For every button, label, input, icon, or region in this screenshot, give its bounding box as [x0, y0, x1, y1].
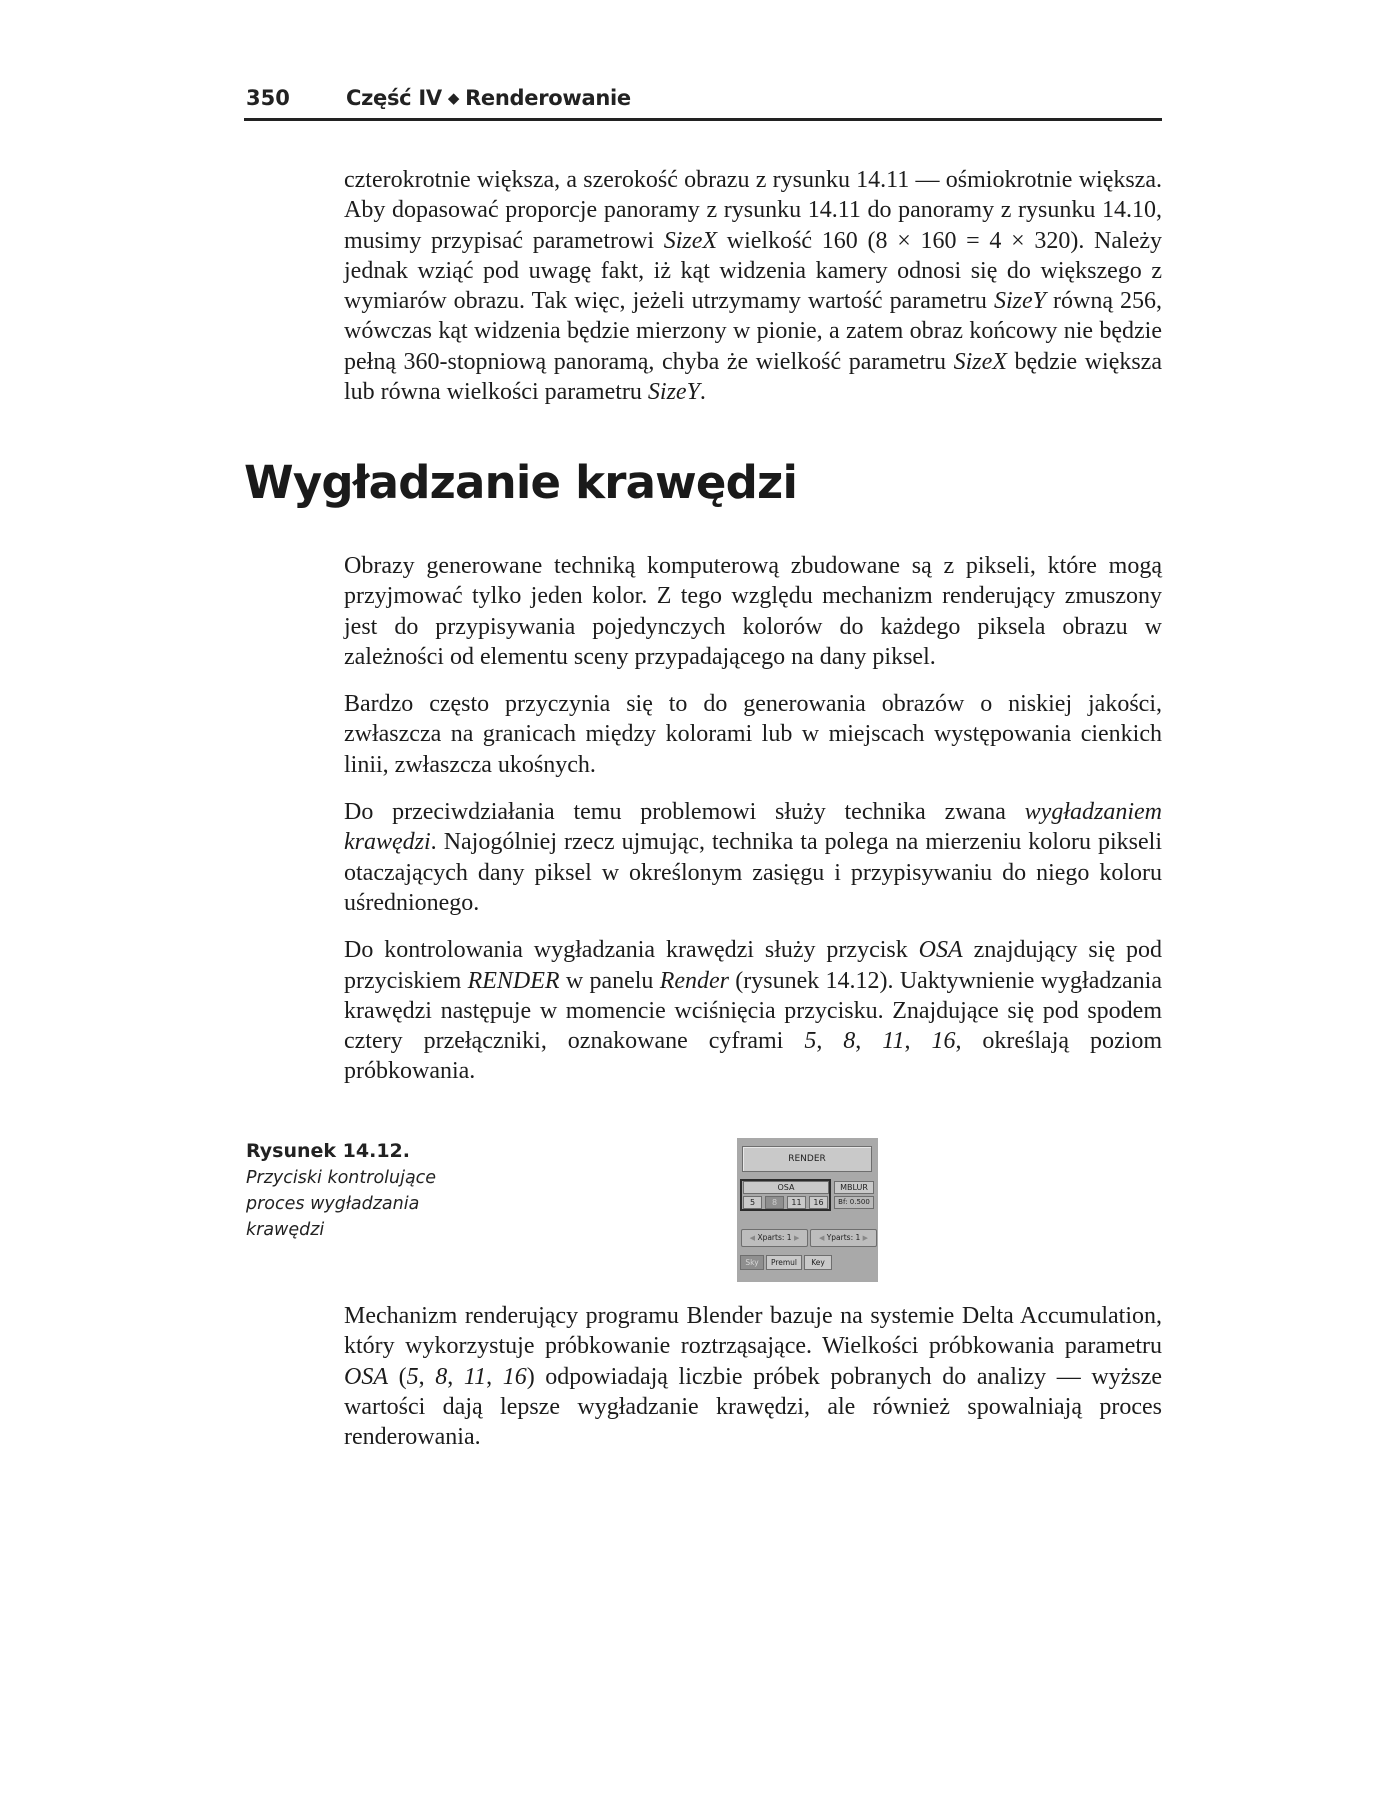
- bf-slider[interactable]: Bf: 0.500: [834, 1196, 874, 1209]
- section-paragraph-2: Bardzo często przyczynia się to do generowania obrazów o niskiej jakości, zwłaszcza na granicach między kolorami lub w miejscach występowania cienkich linii, zwłaszcza ukośnych.: [344, 691, 1162, 778]
- premul-toggle[interactable]: Premul: [766, 1255, 802, 1270]
- term-sizey: SizeY: [647, 379, 700, 406]
- term-sizey: SizeY: [993, 288, 1046, 315]
- closing-paragraph: Mechanizm renderujący programu Blender bazuje na systemie Delta Accumulation, który wykorzystuje próbkowanie roztrząsające. Wielkości próbkowania parametru OSA (5, 8, 11, 16) odpowiadają liczbie próbek pobranych do analizy — wyższe wartości dają lepsze wygładzanie krawędzi, ale również spowalniają proces renderowania.: [344, 1303, 1163, 1451]
- section-paragraph-4: Do kontrolowania wygładzania krawędzi służy przycisk OSA znajdujący się pod przyciskiem RENDER w panelu Render (rysunek 14.12). Uaktywnienie wygładzania krawędzi następuje w momencie wciśnięcia przycisku. Znajdujące się pod spodem cztery przełączniki, oznakowane cyframi 5, 8, 11, 16, określają poziom próbkowania.: [344, 937, 1163, 1085]
- intro-paragraph: czterokrotnie większa, a szerokość obrazu z rysunku 14.11 — ośmiokrotnie większa. Aby dopasować proporcje panoramy z rysunku 14.11 do panoramy z rysunku 14.10, musimy przypisać parametrowi SizeX wielkość 160 (8 × 160 = 4 × 320). Należy jednak wziąć pod uwagę fakt, iż kąt widzenia kamery odnosi się do większego z wymiarów obrazu. Tak więc, jeżeli utrzymamy wartość parametru SizeY równą 256, wówczas kąt widzenia będzie mierzony w pionie, a zatem obraz końcowy nie będzie pełną 360-stopniową panoramą, chyba że wielkość parametru SizeX będzie większa lub równa wielkości parametru SizeY.: [344, 167, 1163, 406]
- render-button[interactable]: RENDER: [742, 1146, 872, 1172]
- figure-render-panel: [737, 1138, 878, 1282]
- mblur-button[interactable]: MBLUR: [834, 1181, 874, 1194]
- term-sizex: SizeX: [953, 348, 1007, 375]
- chapter-label: Renderowanie: [465, 86, 631, 110]
- term-sizex: SizeX: [663, 227, 718, 254]
- section-heading: Wygładzanie krawędzi: [244, 456, 798, 509]
- yparts-field[interactable]: ◀ Yparts: 1 ▶: [810, 1229, 877, 1247]
- arrow-left-icon[interactable]: ◀: [818, 1234, 825, 1242]
- diamond-separator-icon: ◆: [447, 89, 460, 107]
- figure-label: Rysunek 14.12.: [246, 1140, 410, 1162]
- term-osa: OSA: [344, 1363, 388, 1390]
- term-render-button: RENDER: [467, 967, 560, 994]
- arrow-right-icon[interactable]: ▶: [862, 1234, 869, 1242]
- section-paragraph-3: Do przeciwdziałania temu problemowi służy technika zwana wygładzaniem krawędzi. Najogólniej rzecz ujmując, technika ta polega na mierzeniu koloru pikseli otaczających dany piksel w określonym zasięgu i przypisywaniu do niego koloru uśrednionego.: [344, 799, 1162, 916]
- key-toggle[interactable]: Key: [804, 1255, 832, 1270]
- intro-block: [344, 165, 1162, 407]
- sky-toggle[interactable]: Sky: [740, 1255, 764, 1270]
- section-body: [344, 551, 1162, 1087]
- running-title: [346, 86, 631, 110]
- osa-level-16[interactable]: 16: [809, 1196, 828, 1209]
- figure-caption: [246, 1140, 486, 1243]
- osa-button[interactable]: OSA: [743, 1181, 829, 1194]
- osa-level-5[interactable]: 5: [743, 1196, 762, 1209]
- xparts-field[interactable]: ◀ Xparts: 1 ▶: [741, 1229, 808, 1247]
- term-render-panel: Render: [659, 967, 730, 994]
- running-header: [244, 82, 1162, 121]
- page-number: 350: [246, 86, 290, 110]
- term-antialiasing: wygładzaniem krawędzi: [344, 799, 1162, 856]
- section-paragraph-1: Obrazy generowane techniką komputerową zbudowane są z pikseli, które mogą przyjmować tylko jeden kolor. Z tego względu mechanizm renderujący zmuszony jest do przypisywania pojedynczych kolorów do każdego piksela obrazu w zależności od elementu sceny przypadającego na dany piksel.: [344, 553, 1162, 670]
- term-osa: OSA: [918, 937, 963, 964]
- part-label: Część IV: [346, 86, 442, 110]
- arrow-left-icon[interactable]: ◀: [749, 1234, 756, 1242]
- osa-level-8[interactable]: 8: [765, 1196, 784, 1209]
- arrow-right-icon[interactable]: ▶: [793, 1234, 800, 1242]
- osa-level-11[interactable]: 11: [787, 1196, 806, 1209]
- closing-block: [344, 1301, 1162, 1452]
- figure-description: Przyciski kontrolujące proces wygładzania krawędzi: [246, 1168, 437, 1240]
